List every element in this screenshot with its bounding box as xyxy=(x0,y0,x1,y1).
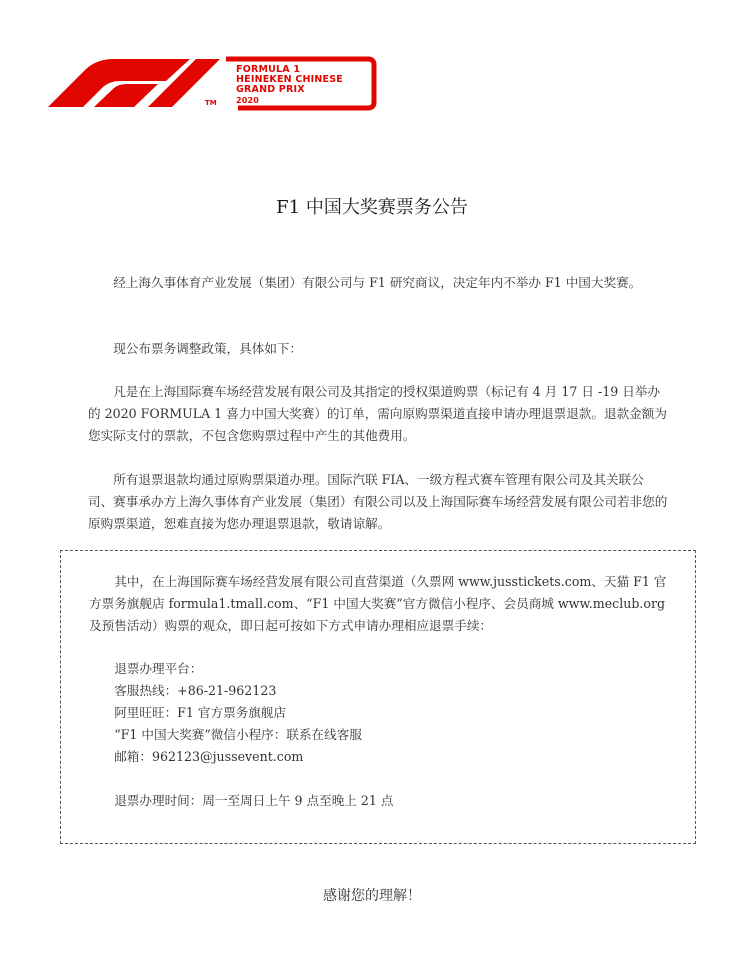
f1-chinese-gp-logo xyxy=(48,56,378,112)
policy-intro-paragraph: 现公布票务调整政策，具体如下： xyxy=(113,341,303,356)
announcement-paragraph: 经上海久事体育产业发展（集团）有限公司与 F1 研究商议，决定年内不举办 F1 中国大奖赛。 xyxy=(113,275,642,290)
direct-channel-paragraph: 其中，在上海国际赛车场经营发展有限公司直营渠道（久票网 www.jusstickets.com、天猫 F1 官方票务旗舰店 formula1.tmall.com、“F1 中国大奖赛”官方微信小程序、会员商城 www.meclub.org 及预售活动）购票的观众，即日起可按如下方式申请办理相应退票手续： xyxy=(89,574,667,633)
refund-policy-paragraph: 凡是在上海国际赛车场经营发展有限公司及其指定的授权渠道购票（标记有 4 月 17 日 -19 日举办的 2020 FORMULA 1 喜力中国大奖赛）的订单，需向原购票渠道直接申请办理退票退款。退款金额为您实际支付的票款，不包含您购票过程中产生的其他费用。 xyxy=(88,384,667,443)
aliwangwang-line: 阿里旺旺：F1 官方票务旗舰店 xyxy=(114,705,287,720)
logo-line-formula: FORMULA 1 xyxy=(236,64,301,75)
platform-heading: 退票办理平台： xyxy=(114,661,203,676)
logo-line-grand-prix: GRAND PRIX xyxy=(236,84,305,95)
trademark-mark: TM xyxy=(205,99,217,107)
wechat-line: “F1 中国大奖赛”微信小程序：联系在线客服 xyxy=(114,727,362,742)
page-title: F1 中国大奖赛票务公告 xyxy=(276,197,468,218)
logo-wordmark xyxy=(236,65,343,106)
thanks-line: 感谢您的理解！ xyxy=(323,888,421,904)
email-line: 邮箱：962123@jussevent.com xyxy=(114,749,304,764)
logo-year: 2020 xyxy=(236,96,260,105)
refund-info-box xyxy=(60,550,696,844)
hotline-line: 客服热线：+86-21-962123 xyxy=(114,683,277,698)
service-hours-line: 退票办理时间：周一至周日上午 9 点至晚上 21 点 xyxy=(114,793,394,808)
logo-line-sponsor: HEINEKEN CHINESE xyxy=(236,74,343,85)
refund-channel-paragraph: 所有退票退款均通过原购票渠道办理。国际汽联 FIA、一级方程式赛车管理有限公司及其关联公司、赛事承办方上海久事体育产业发展（集团）有限公司以及上海国际赛车场经营发展有限公司若非您的原购票渠道，恕难直接为您办理退票退款，敬请谅解。 xyxy=(88,472,668,531)
